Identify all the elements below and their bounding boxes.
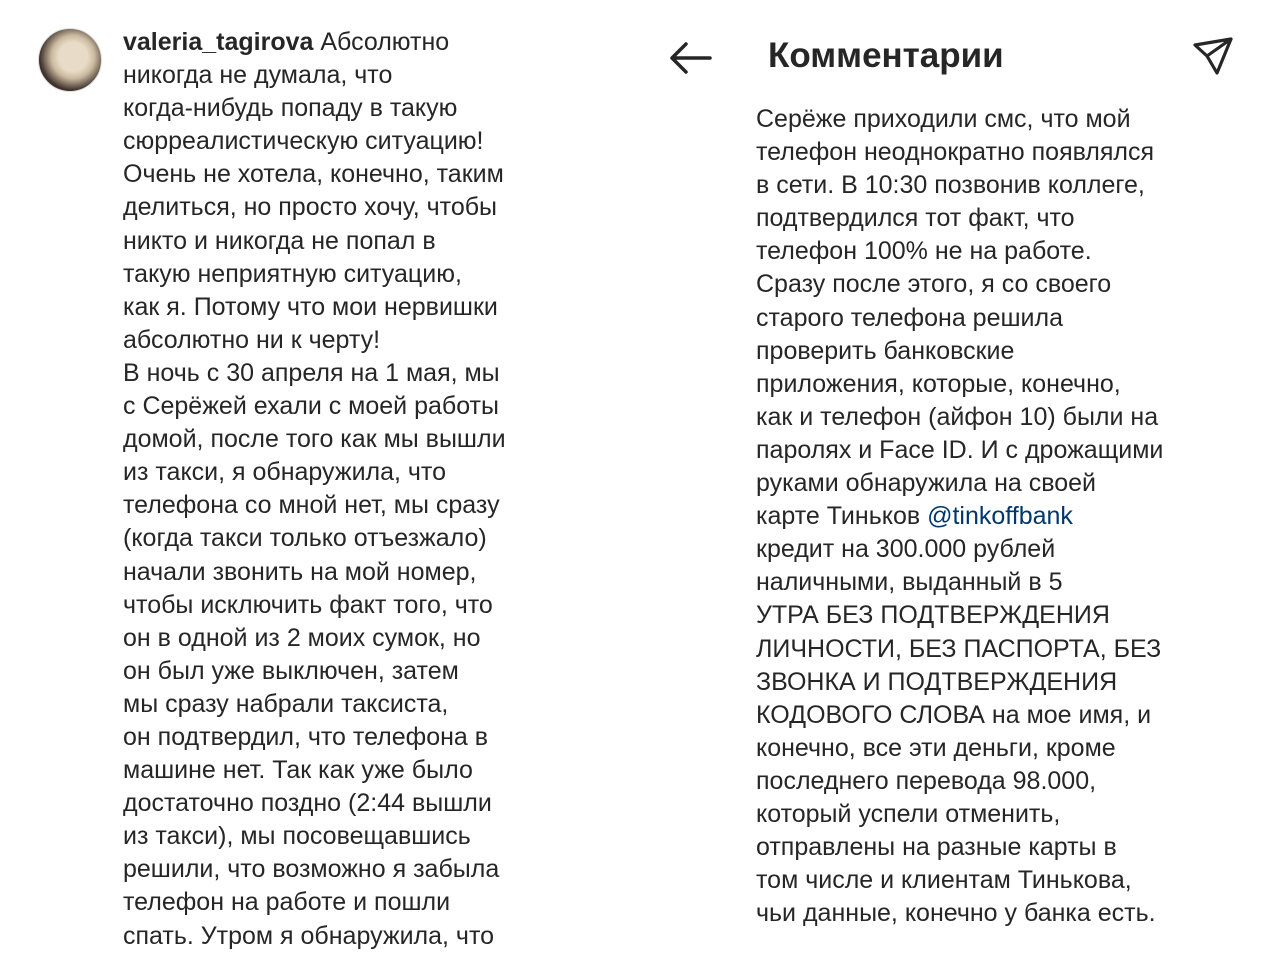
username-link[interactable]: valeria_tagirova	[123, 28, 314, 56]
text-line: Серёже приходили смс, что мой	[756, 105, 1131, 133]
text-line: сюрреалистическую ситуацию!	[123, 127, 484, 156]
text-line: телефон на работе и пошли	[123, 888, 451, 917]
comment-line	[756, 500, 1266, 533]
text-line: в сети. В 10:30 позвонив коллеге,	[756, 171, 1145, 200]
text-line: В ночь с 30 апреля на 1 мая, мы	[123, 358, 500, 387]
text-line: телефона со мной нет, мы сразу	[123, 491, 500, 520]
text-line: мы сразу набрали таксиста,	[123, 689, 449, 718]
text-line: решили, что возможно я забыла	[123, 855, 500, 884]
text-line: машине нет. Так как уже было	[123, 756, 473, 785]
text-line: он был уже выключен, затем	[123, 656, 459, 685]
mention-link[interactable]: @tinkoffbank	[927, 502, 1073, 531]
text-line: (когда такси только отъезжало)	[123, 524, 487, 553]
text-line: Очень не хотела, конечно, таким	[123, 160, 504, 189]
caption-text: Абсолютно	[313, 28, 450, 56]
text-line: когда-нибудь попаду в такую	[123, 94, 458, 123]
text-line: делиться, но просто хочу, чтобы	[123, 193, 498, 222]
comment-text: карте Тиньков	[756, 502, 928, 531]
text-line: УТРА БЕЗ ПОДТВЕРЖДЕНИЯ	[756, 601, 1110, 630]
text-line: спать. Утром я обнаружила, что	[123, 921, 495, 950]
text-line: старого телефона решила	[756, 303, 1063, 332]
text-line: Сразу после этого, я со своего	[756, 270, 1112, 299]
text-line: домой, после того как мы вышли	[123, 425, 506, 454]
text-line: как я. Потому что мои нервишки	[123, 292, 498, 321]
text-line: ЛИЧНОСТИ, БЕЗ ПАСПОРТА, БЕЗ	[756, 634, 1162, 663]
text-line: ЗВОНКА И ПОДТВЕРЖДЕНИЯ	[756, 667, 1118, 696]
comment-text	[756, 103, 1266, 930]
text-line: КОДОВОГО СЛОВА на мое имя, и	[756, 700, 1152, 729]
text-line: приложения, которые, конечно,	[756, 369, 1121, 398]
text-line: никто и никогда не попал в	[123, 226, 436, 255]
text-line: достаточно поздно (2:44 вышли	[123, 789, 492, 818]
text-line: с Серёжей ехали с моей работы	[123, 392, 499, 421]
post-caption	[123, 26, 623, 953]
page-title: Комментарии	[768, 36, 1004, 75]
text-line: как и телефон (айфон 10) были на	[756, 402, 1159, 431]
text-line: чтобы исключить факт того, что	[123, 590, 493, 619]
text-line: который успели отменить,	[756, 799, 1061, 828]
text-line: телефон неоднократно появлялся	[756, 138, 1155, 167]
send-icon[interactable]	[1192, 36, 1234, 76]
text-line: наличными, выданный в 5	[756, 568, 1063, 597]
text-line: подтвердился тот факт, что	[756, 204, 1075, 233]
text-line: телефон 100% не на работе.	[756, 237, 1092, 266]
text-line: он в одной из 2 моих сумок, но	[123, 623, 481, 652]
caption-first-line	[123, 26, 623, 59]
text-line: проверить банковские	[756, 336, 1015, 365]
text-line: последнего перевода 98.000,	[756, 766, 1097, 795]
text-line: чьи данные, конечно у банка есть.	[756, 899, 1156, 928]
text-line: он подтвердил, что телефона в	[123, 722, 489, 751]
text-line: том числе и клиентам Тинькова,	[756, 866, 1132, 895]
back-arrow-icon[interactable]	[668, 40, 712, 76]
text-line: из такси), мы посовещавшись	[123, 822, 471, 851]
text-line: конечно, все эти деньги, кроме	[756, 733, 1116, 762]
avatar[interactable]	[38, 28, 102, 92]
text-line: такую неприятную ситуацию,	[123, 259, 462, 288]
text-line: никогда не думала, что	[123, 61, 393, 90]
text-line: из такси, я обнаружила, что	[123, 458, 447, 487]
text-line: отправлены на разные карты в	[756, 833, 1117, 862]
text-line: руками обнаружила на своей	[756, 469, 1097, 498]
text-line: начали звонить на мой номер,	[123, 557, 477, 586]
text-line: паролях и Face ID. И с дрожащими	[756, 435, 1164, 464]
text-line: абсолютно ни к черту!	[123, 325, 381, 354]
text-line: кредит на 300.000 рублей	[756, 535, 1056, 564]
